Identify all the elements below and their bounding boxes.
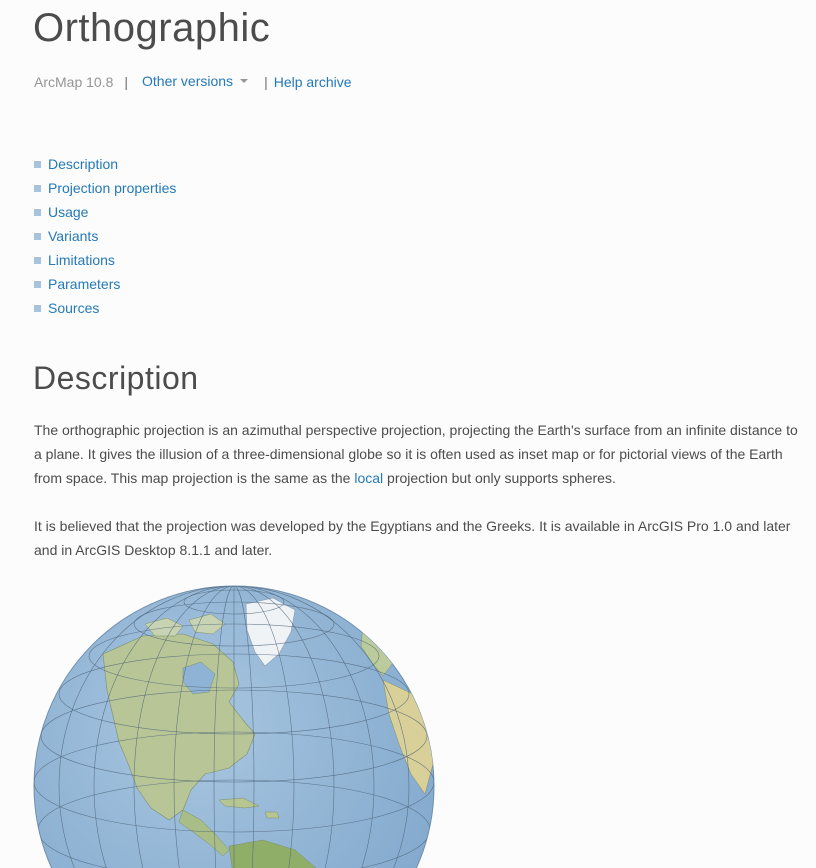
square-bullet-icon (34, 185, 41, 192)
paragraph-text: The orthographic projection is an azimuthal perspective projection, projecting the Earth's surface from an infinite distance to a plane. It gives the illusion of a three-dimensional globe so it is often used as inset map or for pictorial views of the Earth from space. This map projection is the same as the (34, 422, 798, 486)
square-bullet-icon (34, 209, 41, 216)
toc-link[interactable]: Parameters (48, 276, 121, 292)
page-title: Orthographic (33, 6, 271, 50)
section-heading-description: Description (33, 360, 199, 396)
local-projection-link[interactable]: local (354, 470, 384, 486)
help-archive-link[interactable]: Help archive (273, 74, 352, 90)
square-bullet-icon (34, 233, 41, 240)
toc-link[interactable]: Variants (48, 228, 99, 244)
square-bullet-icon (34, 305, 41, 312)
square-bullet-icon (34, 257, 41, 264)
square-bullet-icon (34, 161, 41, 168)
toc-link[interactable]: Usage (48, 204, 89, 220)
toc-item-limitations (34, 248, 176, 272)
table-of-contents (34, 152, 176, 320)
other-versions-label: Other versions (142, 73, 234, 89)
toc-item-sources (34, 296, 176, 320)
toc-link[interactable]: Description (48, 156, 119, 172)
toc-item-description (34, 152, 176, 176)
description-paragraph-2: It is believed that the projection was developed by the Egyptians and the Greeks. It is available in ArcGIS Pro 1.0 and later and in ArcGIS Desktop 8.1.1 and later. (34, 518, 791, 558)
version-bar (34, 72, 352, 92)
description-paragraph-1 (34, 418, 809, 490)
orthographic-globe-image (33, 584, 435, 868)
paragraph-text: projection but only supports spheres. (383, 470, 616, 486)
toc-item-usage (34, 200, 176, 224)
toc-link[interactable]: Sources (48, 300, 100, 316)
square-bullet-icon (34, 281, 41, 288)
toc-link[interactable]: Projection properties (48, 180, 177, 196)
toc-item-parameters (34, 272, 176, 296)
separator: | (264, 74, 268, 90)
globe-illustration (33, 584, 435, 868)
toc-item-variants (34, 224, 176, 248)
current-version: ArcMap 10.8 (34, 74, 114, 90)
caret-down-icon (240, 79, 248, 83)
toc-link[interactable]: Limitations (48, 252, 115, 268)
other-versions-dropdown[interactable] (142, 73, 248, 89)
separator: | (124, 74, 129, 90)
toc-item-projection-properties (34, 176, 176, 200)
